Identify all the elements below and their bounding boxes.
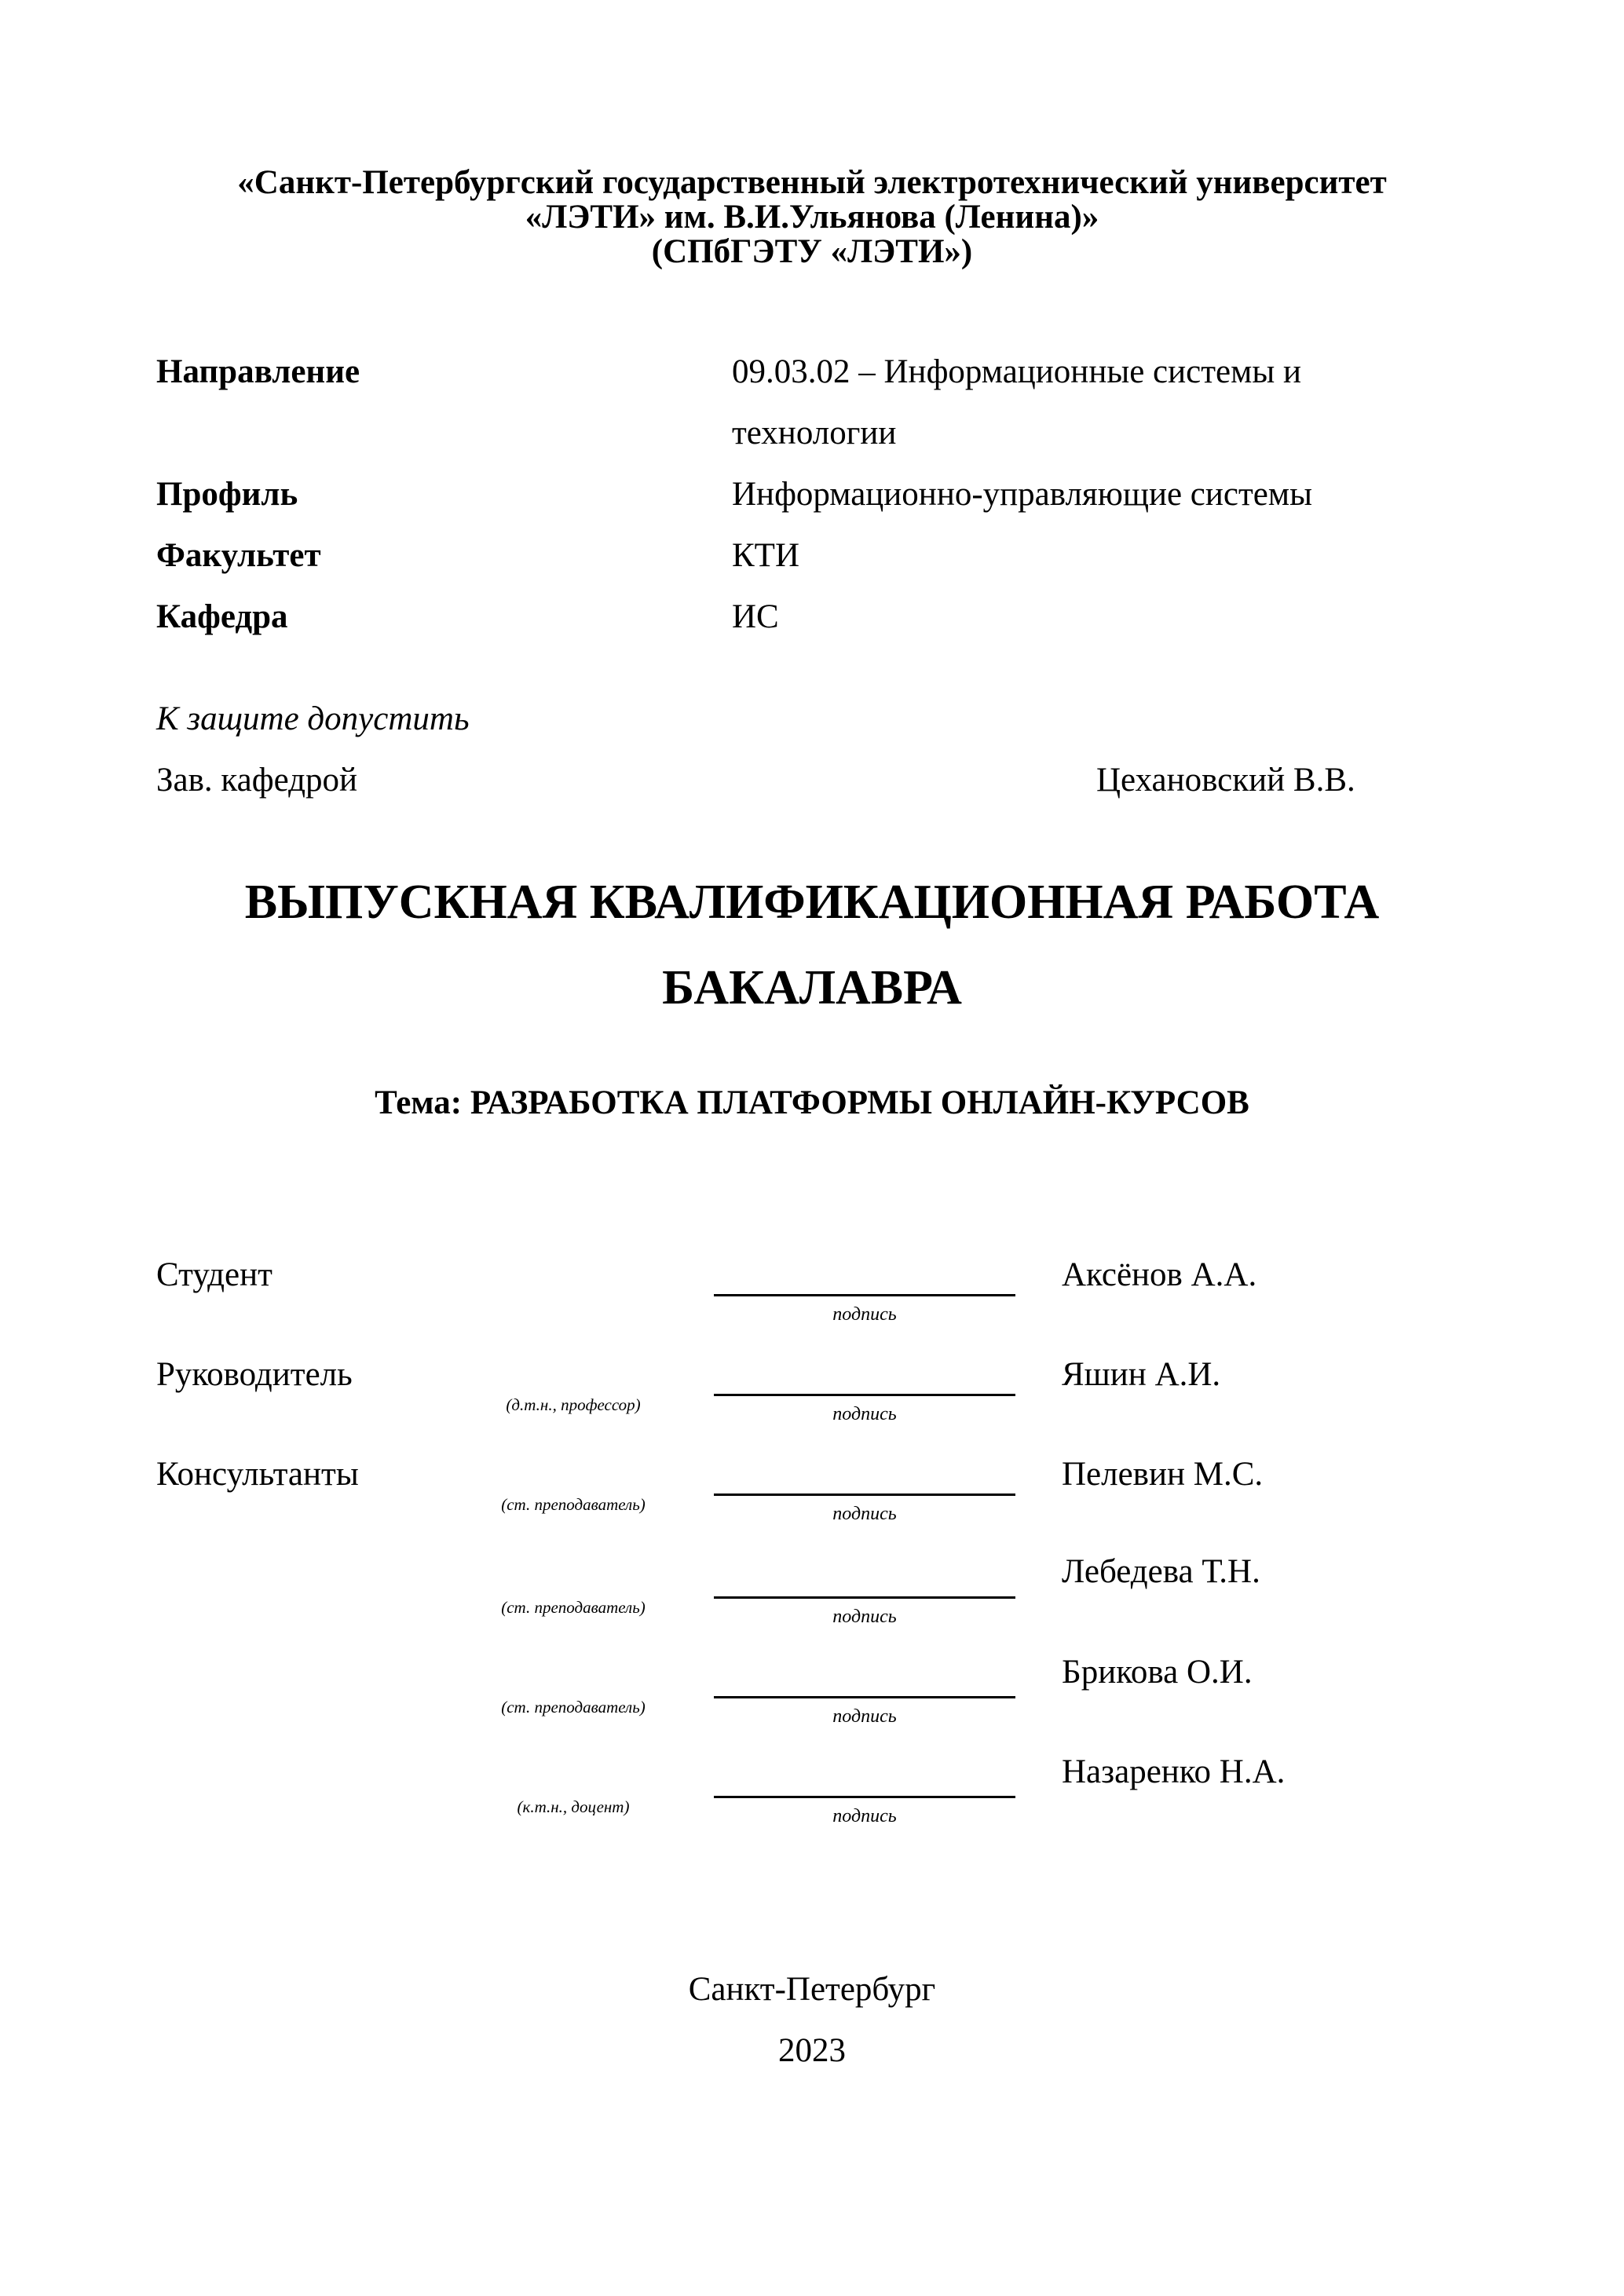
signature-line: [714, 1493, 1015, 1496]
info-label-direction: Направление: [156, 353, 360, 390]
signatory-degree: (к.т.н., доцент): [517, 1797, 630, 1816]
info-label-profile: Профиль: [156, 476, 298, 513]
signature-caption: подпись: [832, 1504, 897, 1524]
signatory-degree: (д.т.н., профессор): [506, 1395, 641, 1414]
signature-role: Руководитель: [156, 1356, 353, 1393]
document-title-line-2: БАКАЛАВРА: [662, 961, 962, 1015]
university-abbreviation: (СПбГЭТУ «ЛЭТИ»): [651, 233, 973, 270]
signatory-degree: (ст. преподаватель): [501, 1598, 646, 1617]
info-value-faculty: КТИ: [732, 537, 799, 574]
university-name-line-2: «ЛЭТИ» им. В.И.Ульянова (Ленина)»: [525, 199, 1099, 236]
info-label-faculty: Факультет: [156, 537, 321, 574]
signature-line: [714, 1394, 1015, 1396]
signature-caption: подпись: [832, 1607, 897, 1627]
signatory-name: Аксёнов А.А.: [1062, 1256, 1257, 1293]
signatory-name: Яшин А.И.: [1062, 1356, 1221, 1393]
document-title-line-1: ВЫПУСКНАЯ КВАЛИФИКАЦИОННАЯ РАБОТА: [244, 876, 1380, 929]
signature-caption: подпись: [832, 1806, 897, 1826]
signature-role: Студент: [156, 1256, 272, 1293]
university-name-line-1: «Санкт-Петербургский государственный электротехнический университет: [237, 164, 1387, 201]
info-value-direction: 09.03.02 – Информационные системы и: [732, 353, 1301, 390]
head-of-department-label: Зав. кафедрой: [156, 762, 358, 799]
info-value-department: ИС: [732, 598, 779, 635]
signature-caption: подпись: [832, 1706, 897, 1727]
signatory-name: Лебедева Т.Н.: [1062, 1553, 1260, 1590]
signature-line: [714, 1596, 1015, 1599]
info-label-department: Кафедра: [156, 598, 288, 635]
thesis-topic: Тема: РАЗРАБОТКА ПЛАТФОРМЫ ОНЛАЙН-КУРСОВ: [375, 1084, 1249, 1121]
info-value-profile: Информационно-управляющие системы: [732, 476, 1312, 513]
city: Санкт-Петербург: [688, 1971, 936, 2008]
signature-line: [714, 1796, 1015, 1798]
head-of-department-name: Цехановский В.В.: [1096, 762, 1355, 799]
year: 2023: [778, 2032, 846, 2069]
signature-line: [714, 1294, 1015, 1296]
admission-note: К защите допустить: [156, 700, 470, 737]
signatory-degree: (ст. преподаватель): [501, 1698, 646, 1717]
info-value-direction-cont: технологии: [732, 415, 897, 452]
signature-caption: подпись: [832, 1304, 897, 1325]
signatory-name: Пелевин М.С.: [1062, 1456, 1264, 1493]
signatory-name: Брикова О.И.: [1062, 1654, 1253, 1691]
signatory-name: Назаренко Н.А.: [1062, 1753, 1286, 1790]
signatory-degree: (ст. преподаватель): [501, 1495, 646, 1514]
signature-caption: подпись: [832, 1404, 897, 1424]
signature-line: [714, 1696, 1015, 1698]
signature-role: Консультанты: [156, 1456, 359, 1493]
